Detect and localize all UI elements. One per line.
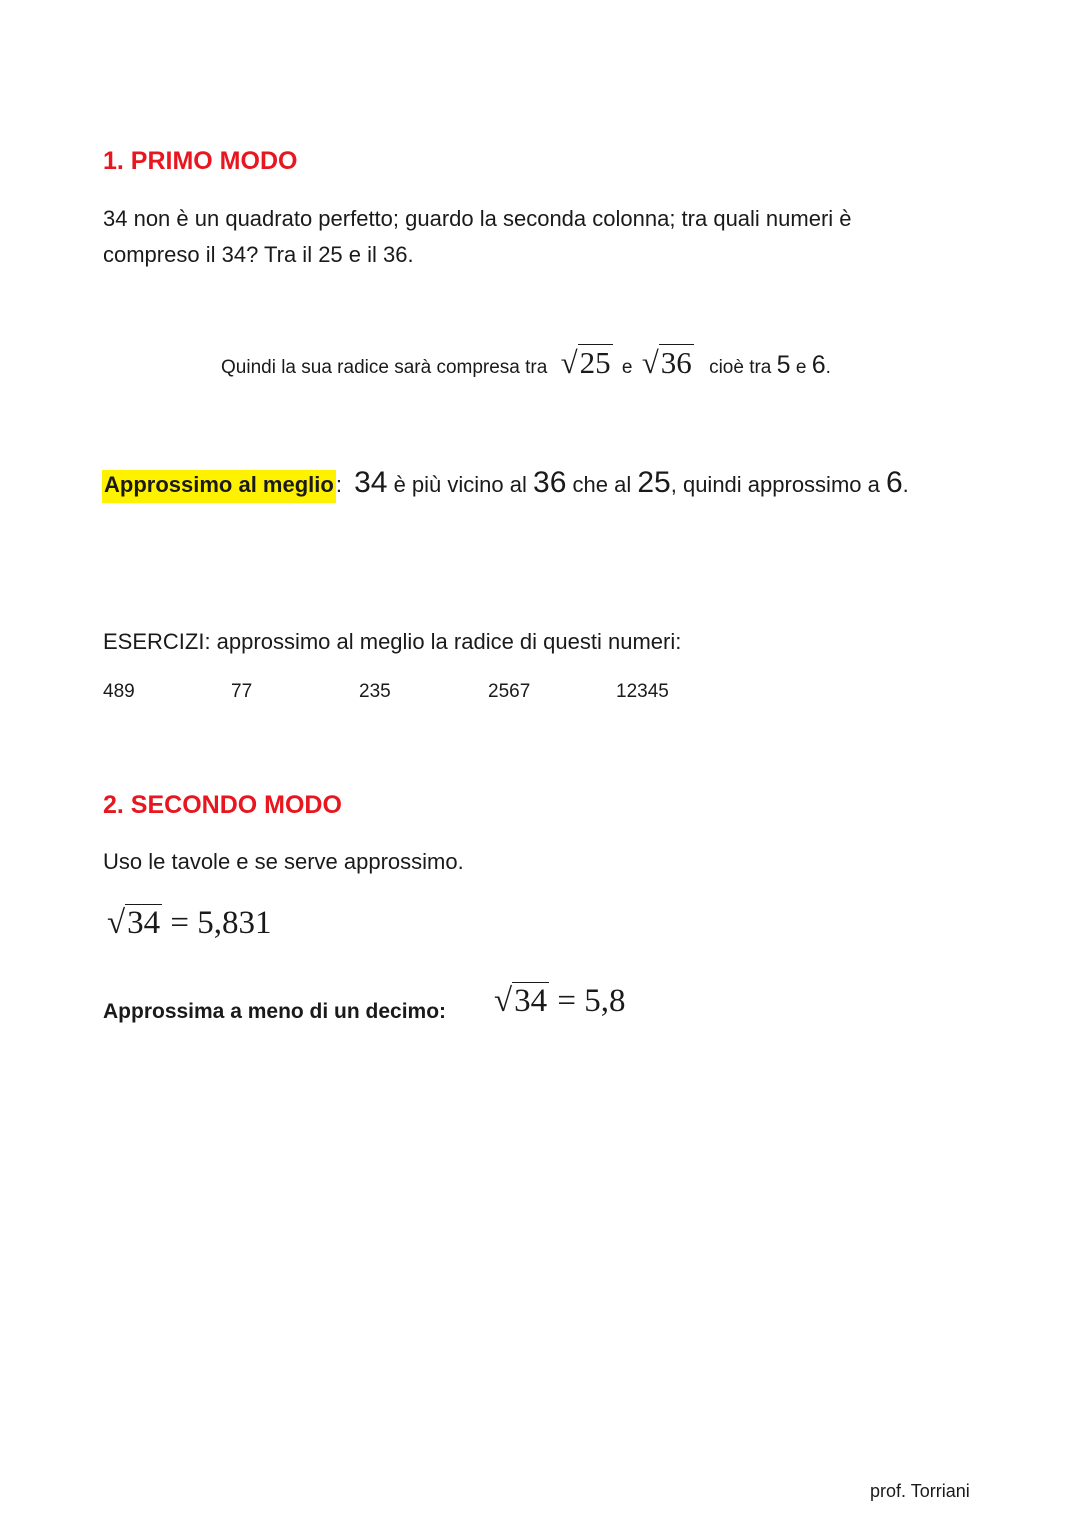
formula-result: = 5,831 bbox=[170, 905, 272, 941]
radice-range-conj: e bbox=[621, 357, 633, 378]
radice-range-line bbox=[221, 345, 831, 381]
paragraph-line-1: 34 non è un quadrato perfetto; guardo la seconda colonna; tra quali numeri è bbox=[103, 206, 852, 231]
formula-sqrt34-full bbox=[107, 905, 272, 942]
sqrt-25-radicand: 25 bbox=[579, 345, 611, 380]
exercise-number: 235 bbox=[359, 681, 391, 702]
exercise-number: 12345 bbox=[616, 681, 669, 702]
formula-sqrt34-decimo bbox=[494, 983, 626, 1020]
range-6: 6 bbox=[811, 351, 826, 379]
approx-highlight-label: Approssimo al meglio bbox=[102, 470, 336, 503]
author-footer: prof. Torriani bbox=[870, 1481, 970, 1501]
exercise-number: 489 bbox=[103, 681, 135, 702]
approx-25: 25 bbox=[637, 466, 671, 499]
section-1-title: 1. PRIMO MODO bbox=[103, 147, 298, 175]
decimo-label: Approssima a meno di un decimo: bbox=[103, 1000, 447, 1023]
section-2-title: 2. SECONDO MODO bbox=[103, 791, 342, 819]
radice-range-middle: cioè tra bbox=[709, 357, 772, 378]
sqrt-34: √34 bbox=[494, 983, 548, 1019]
approx-text-3: , quindi approssimo a bbox=[670, 472, 880, 497]
approx-text-2: che al bbox=[572, 472, 632, 497]
exercise-number: 2567 bbox=[488, 681, 531, 702]
sqrt-25: √25 bbox=[560, 345, 611, 380]
range-dot: . bbox=[825, 357, 831, 378]
approx-colon: : bbox=[335, 472, 342, 497]
sqrt-36-radicand: 36 bbox=[660, 345, 692, 380]
radice-range-prefix: Quindi la sua radice sarà compresa tra bbox=[221, 357, 548, 378]
range-5: 5 bbox=[776, 351, 791, 379]
sqrt-34-radicand: 34 bbox=[127, 905, 161, 941]
exercises-heading: ESERCIZI: approssimo al meglio la radice di questi numeri: bbox=[103, 629, 682, 654]
formula-result: = 5,8 bbox=[557, 983, 626, 1019]
sqrt-36: √36 bbox=[641, 345, 692, 380]
approx-34: 34 bbox=[354, 466, 388, 499]
approx-text-1: è più vicino al bbox=[393, 472, 527, 497]
approx-line bbox=[102, 466, 909, 500]
approx-36: 36 bbox=[533, 466, 567, 499]
paragraph-line-2: compreso il 34? Tra il 25 e il 36. bbox=[103, 242, 414, 267]
approx-6: 6 bbox=[885, 466, 903, 499]
exercise-number: 77 bbox=[231, 681, 253, 702]
section-2-text: Uso le tavole e se serve approssimo. bbox=[103, 849, 464, 874]
sqrt-34-radicand: 34 bbox=[514, 983, 548, 1019]
radice-range-conj-2: e bbox=[795, 357, 807, 378]
sqrt-34: √34 bbox=[107, 905, 161, 941]
approx-dot: . bbox=[902, 472, 909, 497]
